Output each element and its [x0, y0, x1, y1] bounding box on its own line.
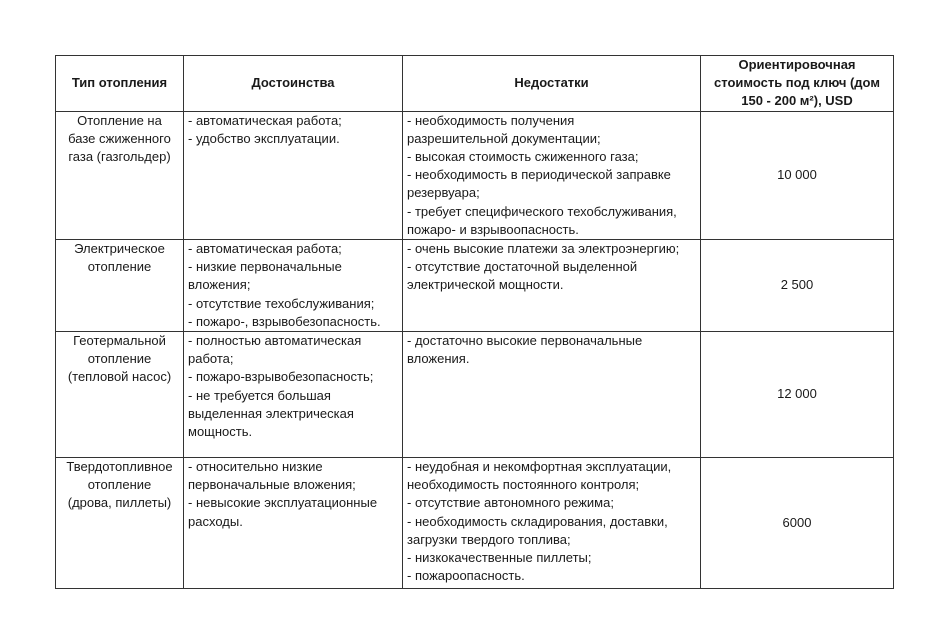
cons-line: необходимость постоянного контроля;	[407, 477, 640, 493]
pros-line: первоначальные вложения;	[188, 477, 356, 493]
pros-cell	[184, 111, 403, 239]
header-cost-line: Ориентировочная	[738, 57, 856, 72]
cons-line: - неудобная и некомфортная эксплуатации,	[407, 459, 672, 475]
pros-line: - невысокие эксплуатационные	[188, 495, 378, 511]
cons-line: - пожароопасность.	[407, 568, 525, 584]
header-cons: Недостатки	[403, 56, 701, 112]
pros-line: - относительно низкие	[188, 459, 323, 475]
pros-line: - пожаро-взрывобезопасность;	[188, 369, 374, 385]
cons-cell	[403, 111, 701, 239]
cons-line: - высокая стоимость сжиженного газа;	[407, 149, 639, 165]
cons-line: - низкокачественные пиллеты;	[407, 550, 592, 566]
cons-line: - очень высокие платежи за электроэнергию;	[407, 241, 680, 257]
pros-line: - не требуется большая	[188, 387, 331, 403]
pros-line: - пожаро-, взрывобезопасность.	[188, 313, 381, 329]
heating-type-line: базе сжиженного	[68, 130, 171, 146]
cons-cell	[403, 240, 701, 332]
heating-type-line: (дрова, пиллеты)	[67, 495, 172, 511]
cons-line: - достаточно высокие первоначальные	[407, 333, 643, 349]
cons-line: вложения.	[407, 351, 470, 367]
heating-type-cell	[56, 240, 184, 332]
pros-cell	[184, 458, 403, 589]
table-row	[56, 458, 894, 589]
cons-line: пожаро- и взрывоопасность.	[407, 221, 579, 237]
heating-type-line: отопление	[87, 477, 152, 493]
cost-cell: 2 500	[701, 240, 894, 332]
pros-line: работа;	[188, 351, 234, 367]
cons-line: электрической мощности.	[407, 277, 564, 293]
pros-line: выделенная электрическая	[188, 405, 354, 421]
pros-cell	[184, 240, 403, 332]
cost-cell: 10 000	[701, 111, 894, 239]
pros-line: - низкие первоначальные	[188, 259, 342, 275]
cons-line: - необходимость складирования, доставки,	[407, 513, 668, 529]
header-pros: Достоинства	[184, 56, 403, 112]
pros-line: - автоматическая работа;	[188, 241, 342, 257]
cons-line: - требует специфического техобслуживания,	[407, 203, 677, 219]
pros-line: - удобство эксплуатации.	[188, 130, 340, 146]
heating-type-line: отопление	[87, 351, 152, 367]
header-cost	[701, 56, 894, 112]
cons-cell	[403, 458, 701, 589]
header-cost-line: стоимость под ключ (дом	[714, 75, 880, 91]
pros-line: - отсутствие техобслуживания;	[188, 295, 375, 311]
header-cost-line: 150 - 200 м²), USD	[741, 93, 853, 109]
pros-cell	[184, 332, 403, 458]
heating-type-cell	[56, 111, 184, 239]
cons-line: резервуара;	[407, 185, 480, 201]
cons-line: - отсутствие автономного режима;	[407, 495, 614, 511]
heating-type-line: Твердотопливное	[66, 459, 173, 475]
cons-line: - необходимость в периодической заправке	[407, 167, 671, 183]
pros-line: - автоматическая работа;	[188, 112, 342, 128]
table-header-row	[56, 56, 894, 112]
cost-cell: 12 000	[701, 332, 894, 458]
pros-line: расходы.	[188, 513, 243, 529]
heating-type-line: Геотермальной	[73, 333, 166, 349]
heating-type-line: Электрическое	[74, 241, 165, 257]
table-row	[56, 111, 894, 239]
pros-line: вложения;	[188, 277, 251, 293]
header-type: Тип отопления	[56, 56, 184, 112]
cons-line: загрузки твердого топлива;	[407, 531, 571, 547]
heating-type-line: газа (газгольдер)	[68, 149, 171, 165]
cons-cell	[403, 332, 701, 458]
heating-type-line: Отопление на	[77, 112, 162, 128]
heating-type-cell	[56, 458, 184, 589]
heating-type-line: отопление	[87, 259, 152, 275]
pros-line: мощность.	[188, 424, 253, 440]
cons-line: разрешительной документации;	[407, 130, 601, 146]
table-row	[56, 240, 894, 332]
pros-line: - полностью автоматическая	[188, 333, 362, 349]
cost-cell: 6000	[701, 458, 894, 589]
heating-type-cell	[56, 332, 184, 458]
heating-type-line: (тепловой насос)	[67, 369, 172, 385]
table-row	[56, 332, 894, 458]
cons-line: - отсутствие достаточной выделенной	[407, 259, 638, 275]
cons-line: - необходимость получения	[407, 112, 575, 128]
heating-comparison-table	[55, 55, 894, 589]
